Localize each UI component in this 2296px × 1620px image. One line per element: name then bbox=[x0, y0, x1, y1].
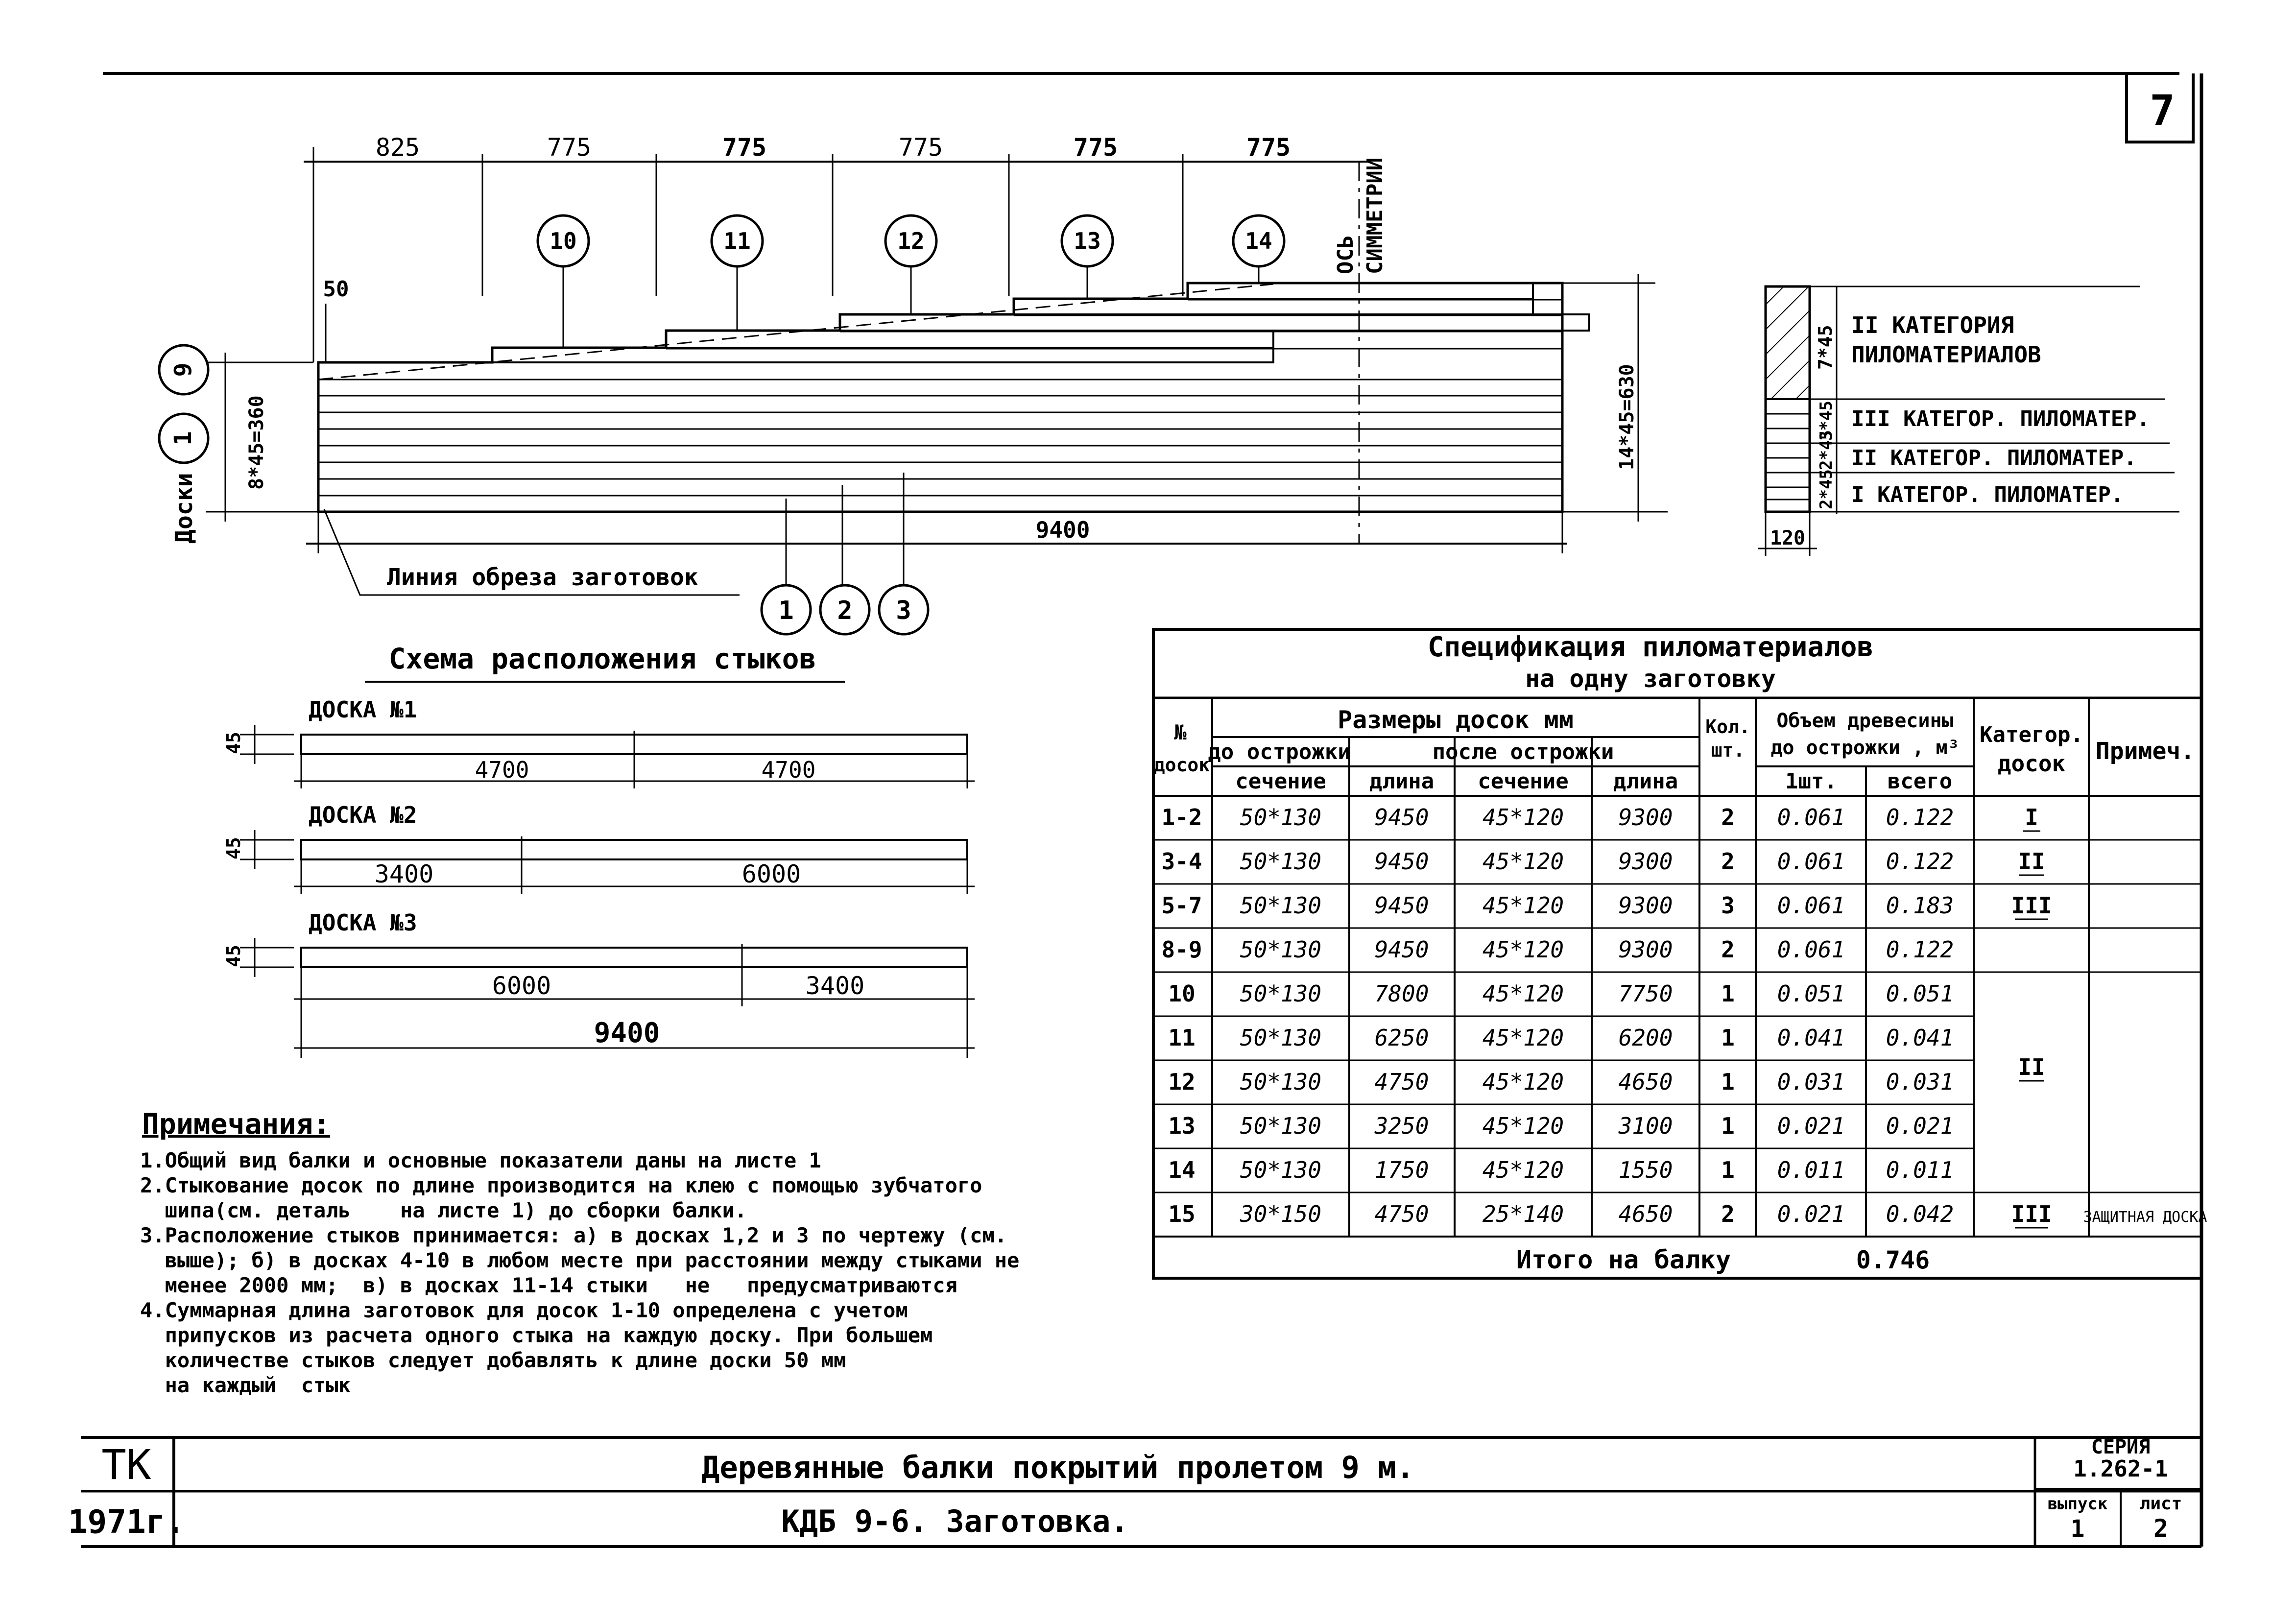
issue-label: выпуск bbox=[2047, 1494, 2108, 1514]
bay-dim-5: 775 bbox=[1073, 133, 1118, 162]
issue-value: 1 bbox=[2070, 1515, 2085, 1543]
spec-cell: 9300 bbox=[1618, 892, 1673, 919]
spec-cell: 1550 bbox=[1618, 1157, 1673, 1183]
spec-cell: 3 bbox=[1721, 892, 1735, 919]
board1-label: ДОСКА №1 bbox=[309, 696, 417, 723]
board2-seg1: 3400 bbox=[374, 860, 434, 888]
spec-cell: 0.021 bbox=[1777, 1201, 1845, 1227]
spec-cell: 1-2 bbox=[1161, 804, 1202, 831]
cut-line-leader bbox=[324, 509, 740, 595]
spec-cell: 2 bbox=[1721, 848, 1735, 875]
hdr-before: до острожки bbox=[1208, 739, 1351, 764]
spec-cell: III bbox=[2011, 892, 2052, 919]
spec-cell: 1 bbox=[1721, 980, 1735, 1007]
spec-cell: 4750 bbox=[1374, 1201, 1429, 1227]
spec-cell: 4750 bbox=[1374, 1069, 1429, 1095]
spec-cell: 12 bbox=[1168, 1069, 1196, 1095]
spec-cell: 45*120 bbox=[1482, 936, 1564, 963]
org-label: ТК bbox=[101, 1441, 151, 1489]
spec-cell: 0.061 bbox=[1777, 892, 1845, 919]
spec-cell: 0.051 bbox=[1777, 980, 1845, 1007]
spec-cell: 45*120 bbox=[1482, 1113, 1564, 1139]
spec-cell: 3250 bbox=[1374, 1113, 1429, 1139]
board3-total: 9400 bbox=[594, 1017, 660, 1049]
spec-cell: 2 bbox=[1721, 936, 1735, 963]
spec-cell: 0.061 bbox=[1777, 804, 1845, 831]
callout-lam-1-label: 1 bbox=[778, 596, 794, 625]
offset-dim: 50 bbox=[323, 277, 349, 302]
spec-cell: 9450 bbox=[1374, 936, 1429, 963]
hdr-category-1: Категор. bbox=[1980, 722, 2083, 747]
spec-cell: 0.041 bbox=[1777, 1024, 1845, 1051]
spec-cell: 8-9 bbox=[1161, 936, 1202, 963]
sheet-number-box bbox=[2127, 73, 2193, 142]
spec-cell: 50*130 bbox=[1240, 804, 1322, 831]
spec-cell: 0.031 bbox=[1777, 1069, 1845, 1095]
legend-dim-3: 2*45 bbox=[1817, 430, 1836, 470]
spec-cell: 50*130 bbox=[1240, 848, 1322, 875]
legend-dim-1: 7*45 bbox=[1815, 325, 1836, 370]
spec-cell: 0.011 bbox=[1886, 1157, 1954, 1183]
legend-label-1a: II КАТЕГОРИЯ bbox=[1851, 312, 2014, 338]
spec-cell: 4650 bbox=[1618, 1201, 1673, 1227]
left-label: Доски bbox=[170, 473, 198, 544]
hdr-sizes: Размеры досок мм bbox=[1338, 706, 1574, 734]
board3-label: ДОСКА №3 bbox=[309, 909, 417, 936]
spec-cell: 1 bbox=[1721, 1157, 1735, 1183]
spec-cell: 30*150 bbox=[1240, 1201, 1322, 1227]
spec-cell: 0.122 bbox=[1886, 848, 1954, 875]
spec-cell: I bbox=[2025, 804, 2038, 831]
hdr-after: после острожки bbox=[1432, 739, 1614, 764]
spec-cell: 45*120 bbox=[1482, 1024, 1564, 1051]
spec-cell: 0.021 bbox=[1886, 1113, 1954, 1139]
spec-cell: 50*130 bbox=[1240, 1157, 1322, 1183]
bay-dim-4: 775 bbox=[898, 133, 943, 162]
hdr-one: 1шт. bbox=[1785, 769, 1837, 794]
spec-cell: 9300 bbox=[1618, 804, 1673, 831]
series-label: СЕРИЯ bbox=[2091, 1436, 2151, 1458]
note-line: менее 2000 мм; в) в досках 11-14 стыки не предусматриваются bbox=[140, 1273, 957, 1297]
series-value: 1.262-1 bbox=[2073, 1455, 2168, 1482]
spec-cell: 50*130 bbox=[1240, 892, 1322, 919]
legend-label-1b: ПИЛОМАТЕРИАЛОВ bbox=[1851, 341, 2041, 368]
bay-dim-2: 775 bbox=[547, 133, 592, 162]
spec-cell: 50*130 bbox=[1240, 980, 1322, 1007]
spec-cell: 0.061 bbox=[1777, 936, 1845, 963]
board2-thk: 45 bbox=[223, 837, 244, 859]
note-line: шипа(см. деталь на листе 1) до сборки балки. bbox=[140, 1198, 747, 1222]
left-dimension bbox=[159, 345, 318, 544]
spec-cell: 1 bbox=[1721, 1024, 1735, 1051]
spec-cell: 0.041 bbox=[1886, 1024, 1954, 1051]
board3-seg2: 3400 bbox=[805, 972, 865, 1000]
spec-cell: 9450 bbox=[1374, 848, 1429, 875]
bay-dim-1: 825 bbox=[375, 133, 420, 162]
note-line: количестве стыков следует добавлять к длине доски 50 мм bbox=[140, 1348, 846, 1372]
spec-cell: 0.183 bbox=[1886, 892, 1954, 919]
drawing-subtitle: КДБ 9-6. Заготовка. bbox=[781, 1503, 1129, 1539]
hdr-section-2: сечение bbox=[1478, 769, 1569, 794]
hdr-length-2: длина bbox=[1613, 769, 1678, 794]
year-label: 1971г. bbox=[68, 1503, 185, 1541]
spec-cell: 0.122 bbox=[1886, 936, 1954, 963]
spec-cell: III bbox=[2011, 1201, 2052, 1227]
note-line: на каждый стык bbox=[140, 1373, 351, 1397]
spec-cell: 9450 bbox=[1374, 892, 1429, 919]
board3-seg1: 6000 bbox=[492, 972, 551, 1000]
cut-line-label: Линия обреза заготовок bbox=[387, 564, 698, 591]
board2-bar bbox=[301, 840, 967, 859]
spec-cell: 10 bbox=[1168, 980, 1196, 1007]
hdr-category-2: досок bbox=[1997, 750, 2066, 777]
total-label: Итого на балку bbox=[1516, 1245, 1731, 1275]
spec-cell: 7750 bbox=[1618, 980, 1673, 1007]
left-dim-label: 8*45=360 bbox=[245, 395, 268, 490]
right-dimension bbox=[1535, 274, 1668, 522]
spec-title-1: Спецификация пиломатериалов bbox=[1427, 631, 1874, 663]
spec-cell: 9300 bbox=[1618, 848, 1673, 875]
spec-cell: 50*130 bbox=[1240, 1069, 1322, 1095]
notes-block bbox=[140, 1108, 1149, 1398]
length-dim-label: 9400 bbox=[1035, 517, 1090, 543]
board2-seg2: 6000 bbox=[741, 860, 801, 888]
spec-cell: 0.051 bbox=[1886, 980, 1954, 1007]
drawing-title: Деревянные балки покрытий пролетом 9 м. bbox=[701, 1450, 1414, 1485]
spec-cell: 4650 bbox=[1618, 1069, 1673, 1095]
legend-dim-2: 2*45 bbox=[1817, 469, 1836, 509]
board2-label: ДОСКА №2 bbox=[309, 802, 417, 828]
notes-lines bbox=[140, 1148, 1149, 1398]
note-line: 3.Расположение стыков принимается: а) в досках 1,2 и 3 по чертежу (см. bbox=[140, 1223, 1007, 1247]
laminated-body bbox=[318, 283, 1562, 512]
callout-lam-2-label: 2 bbox=[837, 596, 853, 625]
hdr-no-2: досок bbox=[1153, 754, 1210, 776]
note-line: выше); б) в досках 4-10 в любом месте при расстоянии между стыками не bbox=[140, 1248, 1020, 1272]
callout-board-11-label: 11 bbox=[723, 228, 751, 254]
spec-cell: II bbox=[2018, 1054, 2045, 1080]
beam-elevation bbox=[159, 133, 1668, 634]
board-callouts bbox=[538, 215, 1284, 348]
sheet-label: лист bbox=[2139, 1494, 2182, 1514]
board3-bar bbox=[301, 948, 967, 967]
spec-cell: 1 bbox=[1721, 1069, 1735, 1095]
spec-cell: 50*130 bbox=[1240, 936, 1322, 963]
spec-cell: 9450 bbox=[1374, 804, 1429, 831]
callout-board-10-label: 10 bbox=[550, 228, 577, 254]
legend-width-dim: 120 bbox=[1770, 527, 1806, 549]
callout-board-12-label: 12 bbox=[897, 228, 925, 254]
spec-cell: 6250 bbox=[1374, 1024, 1429, 1051]
spec-cell: 2 bbox=[1721, 1201, 1735, 1227]
hdr-all: всего bbox=[1887, 769, 1953, 794]
board1-thk: 45 bbox=[223, 732, 244, 754]
spec-cell: 45*120 bbox=[1482, 1069, 1564, 1095]
spec-cell: 25*140 bbox=[1482, 1201, 1564, 1227]
spec-cell: 0.061 bbox=[1777, 848, 1845, 875]
right-dim-label: 14*45=630 bbox=[1616, 364, 1638, 470]
note-line: припусков из расчета одного стыка на каждую доску. При большем bbox=[140, 1323, 933, 1347]
lamination-lines bbox=[318, 300, 1562, 496]
spec-cell: 14 bbox=[1168, 1157, 1196, 1183]
title-block bbox=[68, 1436, 2201, 1547]
spec-cell: 45*120 bbox=[1482, 892, 1564, 919]
callout-lam-3-label: 3 bbox=[896, 596, 911, 625]
spec-cell: 45*120 bbox=[1482, 848, 1564, 875]
hdr-volume-1: Объем древесины bbox=[1776, 710, 1954, 732]
spec-cell: 0.042 bbox=[1886, 1201, 1954, 1227]
total-value: 0.746 bbox=[1856, 1246, 1930, 1274]
callout-board-9-label: 9 bbox=[169, 362, 197, 377]
hdr-volume-2: до острожки , м³ bbox=[1770, 737, 1960, 759]
callout-board-1-label: 1 bbox=[169, 431, 197, 446]
section-legend bbox=[1758, 286, 2179, 556]
spec-cell: 1750 bbox=[1374, 1157, 1429, 1183]
legend-label-4: I КАТЕГОР. ПИЛОМАТЕР. bbox=[1851, 482, 2124, 507]
length-dimension bbox=[306, 512, 1567, 553]
bay-dim-3: 775 bbox=[722, 133, 767, 162]
spec-cell: 45*120 bbox=[1482, 804, 1564, 831]
callout-board-13-label: 13 bbox=[1074, 228, 1101, 254]
spec-cell: 15 bbox=[1168, 1201, 1196, 1227]
axis-label-1: ОСЬ bbox=[1333, 235, 1358, 274]
spec-cell: 2 bbox=[1721, 804, 1735, 831]
spec-cell: 5-7 bbox=[1161, 892, 1202, 919]
spec-cell: 6200 bbox=[1618, 1024, 1673, 1051]
joint-scheme bbox=[223, 642, 975, 1058]
spec-cell: 0.021 bbox=[1777, 1113, 1845, 1139]
bay-dim-6: 775 bbox=[1246, 133, 1291, 162]
sheet-value: 2 bbox=[2153, 1514, 2169, 1543]
spec-table bbox=[1153, 629, 2207, 1278]
spec-cell: 45*120 bbox=[1482, 980, 1564, 1007]
callout-board-14-label: 14 bbox=[1245, 228, 1272, 254]
spec-cell: 3-4 bbox=[1161, 848, 1202, 875]
spec-cell: 1 bbox=[1721, 1113, 1735, 1139]
note-line: 1.Общий вид балки и основные показатели даны на листе 1 bbox=[140, 1148, 821, 1172]
spec-cell: 7800 bbox=[1374, 980, 1429, 1007]
legend-dim-4: 3*45 bbox=[1817, 401, 1836, 441]
spec-cell: 50*130 bbox=[1240, 1113, 1322, 1139]
hdr-qty-2: шт. bbox=[1711, 739, 1745, 761]
spec-cell: 50*130 bbox=[1240, 1024, 1322, 1051]
spec-cell: 0.031 bbox=[1886, 1069, 1954, 1095]
spec-title-2: на одну заготовку bbox=[1525, 665, 1776, 693]
joint-scheme-title: Схема расположения стыков bbox=[388, 642, 816, 675]
hdr-length-1: длина bbox=[1369, 769, 1435, 794]
note-line: 4.Суммарная длина заготовок для досок 1-10 определена с учетом bbox=[140, 1298, 908, 1322]
spec-cell: II bbox=[2018, 848, 2045, 875]
spec-cell: 0.122 bbox=[1886, 804, 1954, 831]
board3-thk: 45 bbox=[223, 945, 244, 967]
spec-cell: 13 bbox=[1168, 1113, 1196, 1139]
hdr-section-1: сечение bbox=[1235, 769, 1326, 794]
spec-cell: 9300 bbox=[1618, 936, 1673, 963]
spec-cell: 11 bbox=[1168, 1024, 1196, 1051]
spec-cell: 3100 bbox=[1618, 1113, 1673, 1139]
note-line: 2.Стыкование досок по длине производится на клею с помощью зубчатого bbox=[140, 1173, 982, 1197]
board1-seg1: 4700 bbox=[475, 757, 529, 783]
board1-seg2: 4700 bbox=[761, 757, 816, 783]
legend-label-3: II КАТЕГОР. ПИЛОМАТЕР. bbox=[1851, 446, 2137, 471]
spec-cell: ЗАЩИТНАЯ ДОСКА bbox=[2083, 1209, 2207, 1226]
legend-label-2: III КАТЕГОР. ПИЛОМАТЕР. bbox=[1851, 406, 2150, 431]
hdr-no-1: № bbox=[1174, 720, 1187, 744]
spec-cell: 0.011 bbox=[1777, 1157, 1845, 1183]
hdr-note: Примеч. bbox=[2095, 738, 2195, 765]
spec-cell: 45*120 bbox=[1482, 1157, 1564, 1183]
axis-label-2: СИММЕТРИИ bbox=[1363, 157, 1387, 274]
sheet-number: 7 bbox=[2150, 86, 2175, 135]
notes-heading: Примечания: bbox=[142, 1107, 331, 1141]
hdr-qty-1: Кол. bbox=[1705, 716, 1750, 738]
bottom-callouts bbox=[762, 473, 928, 634]
